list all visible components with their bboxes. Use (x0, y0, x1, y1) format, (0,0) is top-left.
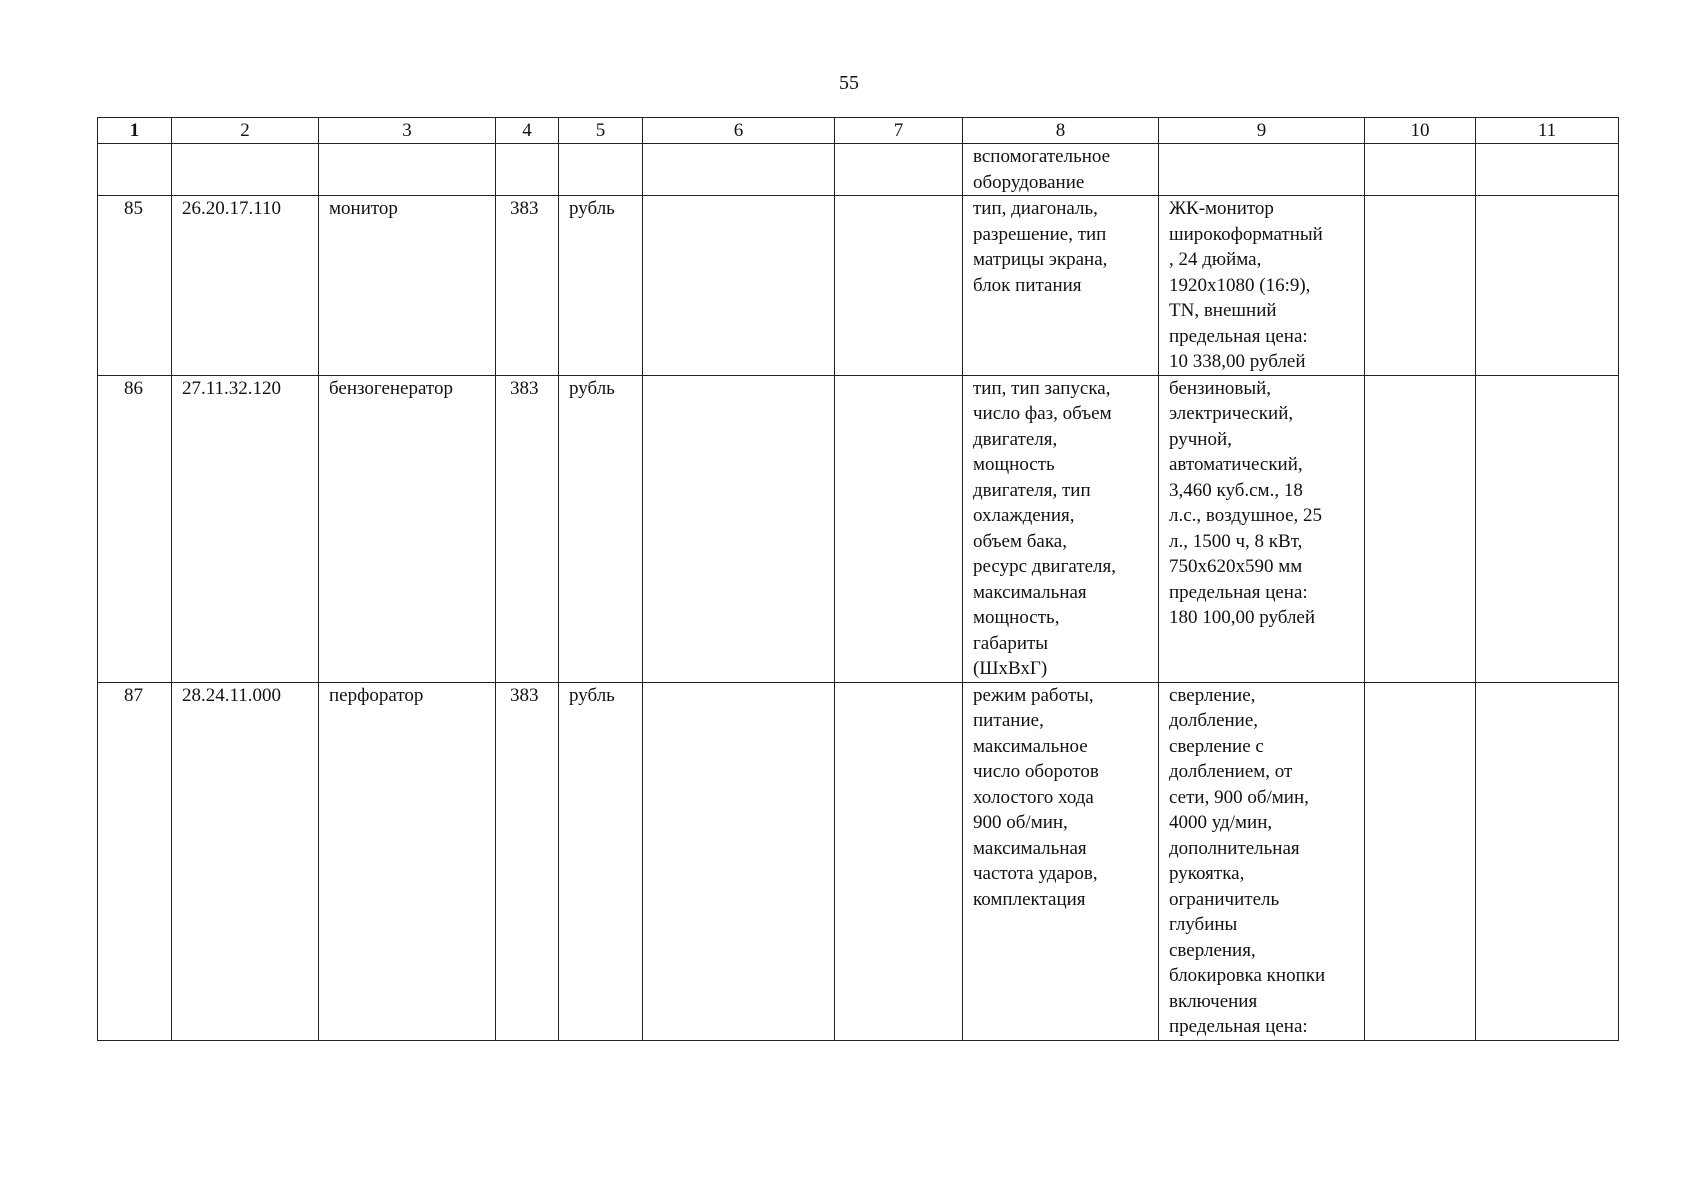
unit-name-cell: рубль (559, 196, 643, 376)
row-number-cell: 85 (98, 196, 172, 376)
values-cell (1159, 144, 1365, 196)
item-name-cell: перфоратор (319, 682, 496, 1040)
column-6-cell (643, 682, 835, 1040)
column-6-cell (643, 196, 835, 376)
unit-name-cell: рубль (559, 375, 643, 682)
specification-table (97, 117, 1619, 1041)
characteristics-cell: тип, тип запуска, число фаз, объем двигателя, мощность двигателя, тип охлаждения, объем бака, ресурс двигателя, максимальная мощность, габариты (ШхВхГ) (963, 375, 1159, 682)
row-number-cell (98, 144, 172, 196)
table-row (98, 375, 1619, 682)
unit-code-cell: 383 (496, 196, 559, 376)
unit-code-cell: 383 (496, 682, 559, 1040)
column-6-cell (643, 144, 835, 196)
column-header-9: 9 (1159, 118, 1365, 144)
row-number-cell: 87 (98, 682, 172, 1040)
table-row (98, 196, 1619, 376)
item-name-cell: монитор (319, 196, 496, 376)
column-7-cell (835, 196, 963, 376)
column-header-10: 10 (1365, 118, 1476, 144)
column-10-cell (1365, 144, 1476, 196)
header-row (98, 118, 1619, 144)
page-number: 55 (839, 72, 859, 94)
table-row (98, 144, 1619, 196)
characteristics-cell: вспомогательное оборудование (963, 144, 1159, 196)
column-10-cell (1365, 375, 1476, 682)
values-cell: сверление, долбление, сверление с долблением, от сети, 900 об/мин, 4000 уд/мин, дополнительная рукоятка, ограничитель глубины сверления, блокировка кнопки включения предельная цена: (1159, 682, 1365, 1040)
column-header-4: 4 (496, 118, 559, 144)
column-header-11: 11 (1476, 118, 1619, 144)
column-7-cell (835, 375, 963, 682)
code-cell: 27.11.32.120 (172, 375, 319, 682)
column-header-2: 2 (172, 118, 319, 144)
column-header-8: 8 (963, 118, 1159, 144)
column-7-cell (835, 682, 963, 1040)
column-header-7: 7 (835, 118, 963, 144)
column-11-cell (1476, 682, 1619, 1040)
code-cell: 28.24.11.000 (172, 682, 319, 1040)
column-10-cell (1365, 196, 1476, 376)
row-number-cell: 86 (98, 375, 172, 682)
values-cell: ЖК-монитор широкоформатный , 24 дюйма, 1920х1080 (16:9), TN, внешний предельная цена: 10 338,00 рублей (1159, 196, 1365, 376)
code-cell (172, 144, 319, 196)
column-header-1: 1 (98, 118, 172, 144)
column-header-5: 5 (559, 118, 643, 144)
unit-name-cell: рубль (559, 682, 643, 1040)
column-7-cell (835, 144, 963, 196)
unit-code-cell: 383 (496, 375, 559, 682)
item-name-cell (319, 144, 496, 196)
values-cell: бензиновый, электрический, ручной, автоматический, 3,460 куб.см., 18 л.с., воздушное, 25 л., 1500 ч, 8 кВт, 750х620х590 мм предельная цена: 180 100,00 рублей (1159, 375, 1365, 682)
item-name-cell: бензогенератор (319, 375, 496, 682)
column-10-cell (1365, 682, 1476, 1040)
unit-name-cell (559, 144, 643, 196)
column-6-cell (643, 375, 835, 682)
column-11-cell (1476, 144, 1619, 196)
table-row (98, 682, 1619, 1040)
column-11-cell (1476, 196, 1619, 376)
code-cell: 26.20.17.110 (172, 196, 319, 376)
unit-code-cell (496, 144, 559, 196)
characteristics-cell: режим работы, питание, максимальное число оборотов холостого хода 900 об/мин, максимальная частота ударов, комплектация (963, 682, 1159, 1040)
column-header-6: 6 (643, 118, 835, 144)
column-header-3: 3 (319, 118, 496, 144)
characteristics-cell: тип, диагональ, разрешение, тип матрицы экрана, блок питания (963, 196, 1159, 376)
column-11-cell (1476, 375, 1619, 682)
